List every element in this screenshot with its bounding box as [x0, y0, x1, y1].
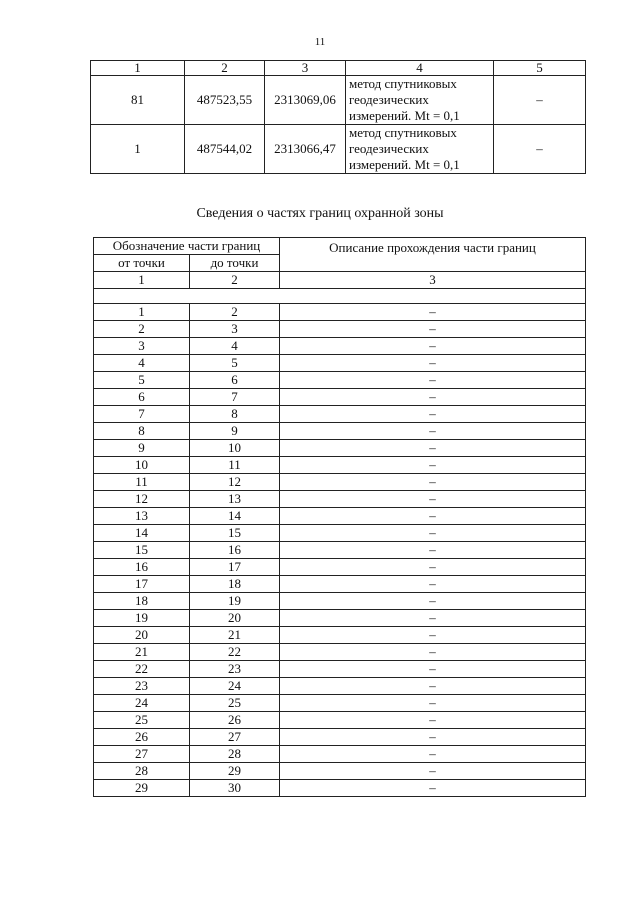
separator-row — [94, 289, 586, 304]
to-point: 29 — [190, 763, 280, 780]
to-point: 18 — [190, 576, 280, 593]
to-point: 21 — [190, 627, 280, 644]
from-point: 11 — [94, 474, 190, 491]
description: – — [280, 423, 586, 440]
description: – — [280, 593, 586, 610]
table-row — [94, 576, 586, 593]
from-point: 22 — [94, 661, 190, 678]
method-line: геодезических — [349, 141, 429, 156]
from-point: 16 — [94, 559, 190, 576]
from-point: 15 — [94, 542, 190, 559]
to-point: 8 — [190, 406, 280, 423]
to-point: 27 — [190, 729, 280, 746]
method-line: измерений. Mt = 0,1 — [349, 157, 460, 172]
to-point: 12 — [190, 474, 280, 491]
method-cell — [346, 125, 494, 174]
point-number: 1 — [91, 125, 185, 174]
from-point: 6 — [94, 389, 190, 406]
to-point: 2 — [190, 304, 280, 321]
column-number: 3 — [280, 272, 586, 289]
to-point: 3 — [190, 321, 280, 338]
table-row — [94, 406, 586, 423]
column-number: 4 — [346, 61, 494, 76]
from-point: 20 — [94, 627, 190, 644]
from-point: 21 — [94, 644, 190, 661]
to-point: 28 — [190, 746, 280, 763]
description: – — [280, 304, 586, 321]
coordinates-header-row — [91, 61, 586, 76]
coord-y: 2313066,47 — [265, 125, 346, 174]
column-number: 2 — [185, 61, 265, 76]
table-row — [94, 321, 586, 338]
to-point: 20 — [190, 610, 280, 627]
description: – — [280, 559, 586, 576]
from-point: 10 — [94, 457, 190, 474]
to-point: 6 — [190, 372, 280, 389]
note-cell: – — [494, 76, 586, 125]
description: – — [280, 610, 586, 627]
description: – — [280, 491, 586, 508]
description: – — [280, 321, 586, 338]
to-point: 4 — [190, 338, 280, 355]
table-row — [94, 729, 586, 746]
from-point: 24 — [94, 695, 190, 712]
coord-y: 2313069,06 — [265, 76, 346, 125]
from-point: 2 — [94, 321, 190, 338]
table-row — [94, 423, 586, 440]
description: – — [280, 355, 586, 372]
table-row — [91, 76, 586, 125]
from-point: 9 — [94, 440, 190, 457]
description: – — [280, 525, 586, 542]
description: – — [280, 627, 586, 644]
table-row — [94, 389, 586, 406]
to-point: 15 — [190, 525, 280, 542]
to-point: 11 — [190, 457, 280, 474]
to-point: 24 — [190, 678, 280, 695]
description: – — [280, 508, 586, 525]
table-row — [94, 474, 586, 491]
description: – — [280, 440, 586, 457]
description: – — [280, 474, 586, 491]
to-point: 19 — [190, 593, 280, 610]
description: – — [280, 678, 586, 695]
from-point: 23 — [94, 678, 190, 695]
table-row — [94, 525, 586, 542]
table-row — [94, 610, 586, 627]
table-row — [94, 593, 586, 610]
description: – — [280, 389, 586, 406]
method-cell — [346, 76, 494, 125]
from-point: 28 — [94, 763, 190, 780]
to-point: 17 — [190, 559, 280, 576]
column-numbers-row — [94, 272, 586, 289]
from-point: 26 — [94, 729, 190, 746]
table-row — [94, 763, 586, 780]
description: – — [280, 406, 586, 423]
to-point: 16 — [190, 542, 280, 559]
to-point: 14 — [190, 508, 280, 525]
description: – — [280, 746, 586, 763]
column-number: 5 — [494, 61, 586, 76]
table-row — [94, 746, 586, 763]
table-row — [94, 644, 586, 661]
description: – — [280, 576, 586, 593]
from-point: 8 — [94, 423, 190, 440]
description: – — [280, 644, 586, 661]
to-point: 22 — [190, 644, 280, 661]
table-row — [94, 559, 586, 576]
table-row — [94, 661, 586, 678]
to-point-header: до точки — [190, 255, 280, 272]
from-point: 3 — [94, 338, 190, 355]
table-row — [94, 355, 586, 372]
table-row — [94, 508, 586, 525]
to-point: 9 — [190, 423, 280, 440]
to-point: 13 — [190, 491, 280, 508]
from-point: 29 — [94, 780, 190, 797]
coord-x: 487544,02 — [185, 125, 265, 174]
to-point: 26 — [190, 712, 280, 729]
method-line: геодезических — [349, 92, 429, 107]
group-header: Обозначение части границ — [94, 238, 280, 255]
separator-cell — [94, 289, 586, 304]
description: – — [280, 457, 586, 474]
description: – — [280, 729, 586, 746]
table-row — [94, 338, 586, 355]
to-point: 5 — [190, 355, 280, 372]
table-row — [94, 780, 586, 797]
from-point: 14 — [94, 525, 190, 542]
from-point: 27 — [94, 746, 190, 763]
column-number: 3 — [265, 61, 346, 76]
column-number: 2 — [190, 272, 280, 289]
from-point: 17 — [94, 576, 190, 593]
table-row — [94, 440, 586, 457]
to-point: 25 — [190, 695, 280, 712]
from-point: 1 — [94, 304, 190, 321]
point-number: 81 — [91, 76, 185, 125]
description: – — [280, 712, 586, 729]
to-point: 23 — [190, 661, 280, 678]
boundary-parts-table — [93, 237, 586, 797]
from-point: 7 — [94, 406, 190, 423]
description: – — [280, 763, 586, 780]
description: – — [280, 542, 586, 559]
from-point: 25 — [94, 712, 190, 729]
method-line: метод спутниковых — [349, 76, 457, 91]
from-point: 4 — [94, 355, 190, 372]
table-row — [94, 372, 586, 389]
description: – — [280, 372, 586, 389]
table-row — [94, 712, 586, 729]
table-row — [94, 542, 586, 559]
to-point: 7 — [190, 389, 280, 406]
from-point: 19 — [94, 610, 190, 627]
table-row — [94, 304, 586, 321]
from-point: 12 — [94, 491, 190, 508]
table-row — [94, 627, 586, 644]
from-point: 13 — [94, 508, 190, 525]
note-cell: – — [494, 125, 586, 174]
column-number: 1 — [91, 61, 185, 76]
coordinates-table — [90, 60, 586, 174]
column-number: 1 — [94, 272, 190, 289]
table-row — [91, 125, 586, 174]
table-row — [94, 457, 586, 474]
page-number: 11 — [314, 36, 326, 48]
description: – — [280, 338, 586, 355]
from-point: 18 — [94, 593, 190, 610]
description: – — [280, 695, 586, 712]
method-line: измерений. Mt = 0,1 — [349, 108, 460, 123]
coord-x: 487523,55 — [185, 76, 265, 125]
from-point-header: от точки — [94, 255, 190, 272]
to-point: 30 — [190, 780, 280, 797]
description: – — [280, 661, 586, 678]
header-row — [94, 238, 586, 255]
section-caption: Сведения о частях границ охранной зоны — [196, 206, 444, 221]
to-point: 10 — [190, 440, 280, 457]
description: – — [280, 780, 586, 797]
table-row — [94, 678, 586, 695]
table-row — [94, 491, 586, 508]
table-row — [94, 695, 586, 712]
from-point: 5 — [94, 372, 190, 389]
description-header: Описание прохождения части границ — [280, 238, 586, 272]
method-line: метод спутниковых — [349, 125, 457, 140]
